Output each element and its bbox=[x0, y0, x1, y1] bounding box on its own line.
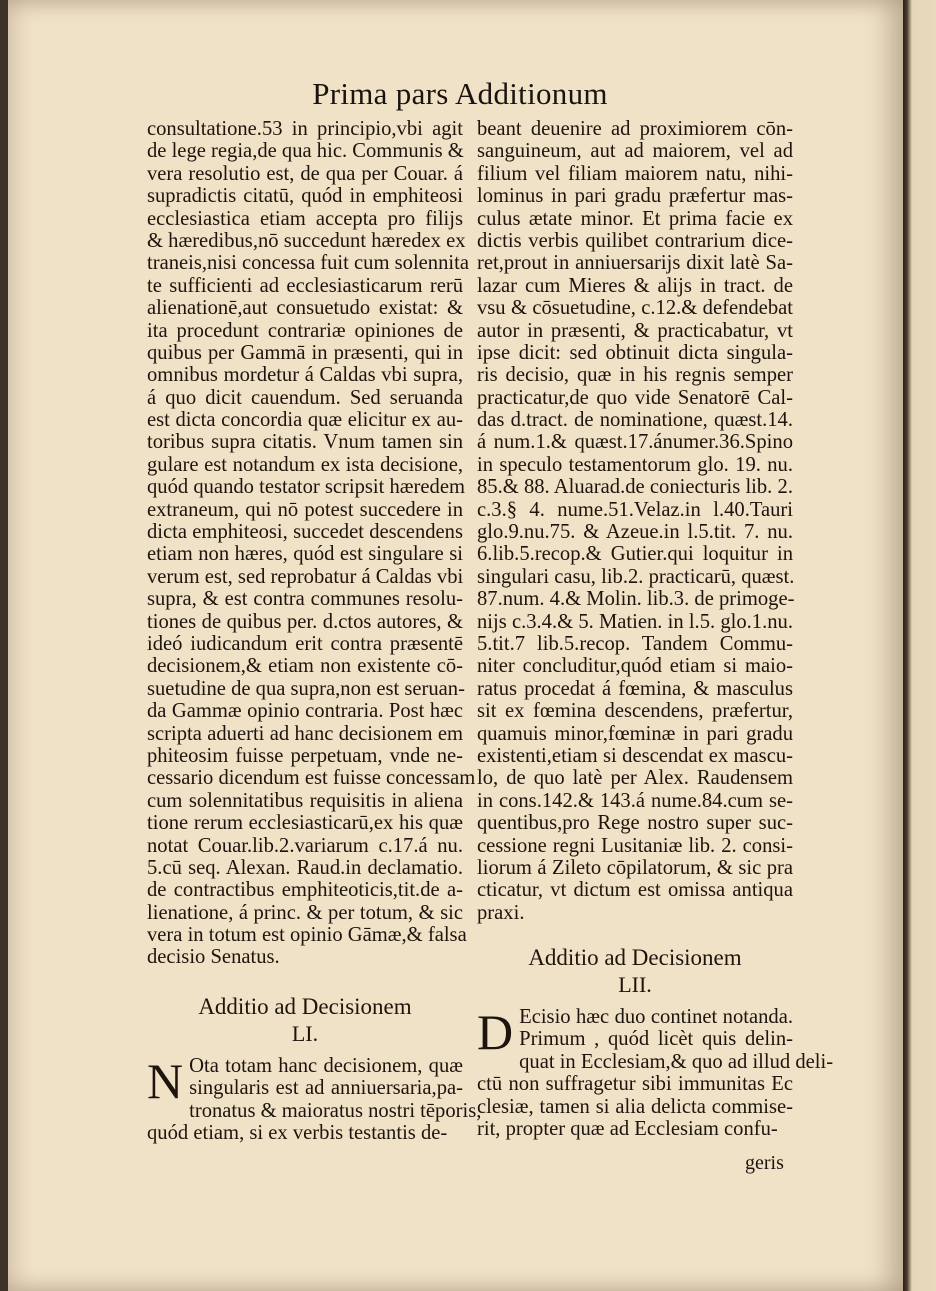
text-line: beant deuenire ad proximiorem cōn- bbox=[477, 118, 793, 140]
text-line: dicta emphiteosi, succedet descendens bbox=[147, 521, 463, 544]
text-line: nijs c.3.4.& 5. Matien. in l.5. glo.1.nu. bbox=[477, 610, 793, 633]
text-line: toribus supra citatis. Vnum tamen sin bbox=[147, 431, 463, 454]
right-column-text bbox=[477, 118, 793, 924]
text-line: tione rerum ecclesiasticarū,ex his quæ bbox=[147, 812, 463, 835]
text-line: quód etiam, si ex verbis testantis de- bbox=[147, 1122, 448, 1145]
text-line: 5.tit.7 lib.5.recop. Tandem Commu- bbox=[477, 632, 793, 655]
text-line: ecclesiastica etiam accepta pro filijs bbox=[147, 207, 463, 230]
text-line: ctū non suffragetur sibi immunitas Ec bbox=[477, 1073, 793, 1096]
text-line: decisio Senatus. bbox=[147, 946, 280, 969]
text-line: decisionem,& etiam non existente cō- bbox=[147, 655, 463, 678]
catchword: geris bbox=[745, 1152, 784, 1174]
text-line: supra, & est contra communes resolu- bbox=[147, 588, 463, 611]
text-line: das d.tract. de nominatione, quæst.14. bbox=[477, 409, 793, 432]
text-line: 5.cū seq. Alexan. Raud.in declamatio. bbox=[147, 856, 463, 879]
text-line: da Gammæ opinio contraria. Post hæc bbox=[147, 700, 463, 723]
text-line: de contractibus emphiteoticis,tit.de a- bbox=[147, 879, 463, 902]
facing-page-edge bbox=[903, 0, 936, 1291]
text-line: in speculo testamentorum glo. 19. nu. bbox=[477, 453, 793, 476]
text-line: praxi. bbox=[477, 901, 525, 924]
running-header: Prima pars Additionum bbox=[312, 76, 608, 111]
left-section-body bbox=[147, 1052, 482, 1145]
text-line: dictis verbis quilibet contrarium dice- bbox=[477, 229, 793, 252]
text-line: culus ætate minor. Et prima facie ex bbox=[477, 207, 793, 230]
text-line: te sufficienti ad ecclesiasticarum rerū bbox=[147, 274, 463, 297]
text-line: ratus procedat á fœmina, & masculus bbox=[477, 677, 793, 700]
left-section-numeral: LI. bbox=[291, 1020, 319, 1046]
text-line: gulare est notandum ex ista decisione, bbox=[147, 453, 463, 476]
text-line: clesiæ, tamen si alia delicta commise- bbox=[477, 1095, 793, 1118]
text-line: traneis,nisi concessa fuit cum solennita bbox=[147, 252, 469, 275]
text-line: scripta aduerti ad hanc decisionem em bbox=[147, 722, 463, 745]
text-line: notat Couar.lib.2.variarum c.17.á nu. bbox=[147, 834, 463, 857]
text-line: á num.1.& quæst.17.ánumer.36.Spino bbox=[477, 431, 793, 454]
text-line: lazar cum Mieres & alijs in tract. de bbox=[477, 274, 793, 297]
text-line: cticatur, vt dictum est omissa antiqua bbox=[477, 879, 793, 902]
text-line: tiones de quibus per. d.ctos autores, & bbox=[147, 610, 463, 633]
text-line: niter concluditur,quód etiam si maio- bbox=[477, 655, 793, 678]
text-line: de lege regia,de qua hic. Communis & bbox=[147, 140, 464, 163]
text-line: consultatione.53 in principio,vbi agit bbox=[147, 118, 463, 140]
text-line: quibus per Gammā in præsenti, qui in bbox=[147, 341, 463, 364]
text-line: rit, propter quæ ad Ecclesiam confu- bbox=[477, 1118, 778, 1141]
text-line: lominus in pari gradu præfertur mas- bbox=[477, 185, 793, 208]
text-line: liorum á Zileto cōpilatorum, & sic pra bbox=[477, 856, 793, 879]
text-line: & hæredibus,nō succedunt hæredex ex bbox=[147, 229, 466, 252]
text-line: singularis est ad anniuersaria,pa- bbox=[189, 1077, 463, 1100]
text-line: filium vel filiam maiorem natu, nihi- bbox=[477, 162, 793, 185]
text-line: lo, de quo latè per Alex. Raudensem bbox=[477, 767, 793, 790]
text-line: phiteosim fuisse perpetuam, vnde ne- bbox=[147, 744, 463, 767]
left-column bbox=[147, 118, 482, 1145]
text-line: ideó iudicandum erit contra præsentē bbox=[147, 632, 463, 655]
text-line: in cons.142.& 143.á nume.84.cum se- bbox=[477, 789, 793, 812]
text-line: existenti,etiam si descendat ex mascu- bbox=[477, 744, 793, 767]
text-line: quamuis minor,fœminæ in pari gradu bbox=[477, 722, 793, 745]
left-column-text bbox=[147, 118, 476, 969]
right-section-numeral: LII. bbox=[618, 972, 652, 998]
text-line: singulari casu, lib.2. practicarū, quæst. bbox=[477, 565, 795, 588]
text-line: lienatione, á princ. & per totum, & sic bbox=[147, 901, 463, 924]
text-line: alienationē,aut consuetudo existat: & bbox=[147, 297, 463, 320]
text-line: cum solennitatibus requisitis in aliena bbox=[147, 789, 463, 812]
text-line: c.3.§ 4. nume.51.Velaz.in l.40.Tauri bbox=[477, 498, 793, 521]
text-line: 6.lib.5.recop.& Gutier.qui loquitur in bbox=[477, 543, 793, 566]
text-line: quód quando testator scripsit hæredem bbox=[147, 476, 465, 499]
text-line: 85.& 88. Aluarad.de coniecturis lib. 2. bbox=[477, 476, 793, 499]
text-line: Ota totam hanc decisionem, quæ bbox=[189, 1054, 463, 1077]
left-section-body-text bbox=[147, 1052, 482, 1145]
text-line: á quo dicit cauendum. Sed seruanda bbox=[147, 386, 463, 409]
text-line: Ecisio hæc duo continet notanda. bbox=[519, 1006, 793, 1029]
text-line: practicatur,de quo vide Senatorē Cal- bbox=[477, 386, 793, 409]
right-column bbox=[477, 118, 834, 1141]
text-line: sit ex fœmina descendens, præfertur, bbox=[477, 700, 793, 723]
text-line: vsu & cōsuetudine, c.12.& defendebat bbox=[477, 297, 793, 320]
text-line: 87.num. 4.& Molin. lib.3. de primoge- bbox=[477, 588, 795, 611]
right-section-heading: Additio ad Decisionem bbox=[528, 945, 742, 971]
text-line: vera in totum est opinio Gāmæ,& falsa bbox=[147, 924, 467, 947]
text-line: ris decisio, quæ in his regnis semper bbox=[477, 364, 793, 387]
text-line: quentibus,pro Rege nostro super suc- bbox=[477, 812, 793, 835]
text-line: autor in præsenti, & practicabatur, vt bbox=[477, 319, 793, 342]
text-line: ipse dicit: sed obtinuit dicta singula- bbox=[477, 341, 793, 364]
left-section-heading: Additio ad Decisionem bbox=[198, 993, 412, 1019]
text-line: cessario dicendum est fuisse concessam bbox=[147, 767, 476, 790]
text-line: sanguineum, aut ad maiorem, vel ad bbox=[477, 140, 793, 163]
text-line: omnibus mordetur á Caldas vbi supra, bbox=[147, 364, 463, 387]
drop-cap-d: D bbox=[477, 1004, 514, 1061]
right-section-body bbox=[477, 1004, 834, 1141]
text-line: tronatus & maioratus nostri tēporis, bbox=[189, 1099, 482, 1122]
text-line: cessione regni Lusitaniæ lib. 2. consi- bbox=[477, 834, 793, 857]
text-line: est dicta concordia quæ elicitur ex au- bbox=[147, 409, 463, 432]
text-line: vera resolutio est, de qua per Couar. á bbox=[147, 162, 463, 185]
text-line: supradictis citatū, quód in emphiteosi bbox=[147, 185, 463, 208]
text-line: verum est, sed reprobatur á Caldas vbi bbox=[147, 565, 464, 588]
text-line: extraneum, qui nō potest succedere in bbox=[147, 498, 463, 521]
text-line: ita procedunt contrariæ opiniones de bbox=[147, 319, 463, 342]
text-line: quat in Ecclesiam,& quo ad illud deli- bbox=[519, 1050, 834, 1073]
right-section-body-text bbox=[477, 1006, 834, 1141]
drop-cap-n: N bbox=[147, 1052, 184, 1109]
text-line: suetudine de qua supra,non est seruan- bbox=[147, 677, 465, 700]
text-line: glo.9.nu.75. & Azeue.in l.5.tit. 7. nu. bbox=[477, 521, 793, 544]
text-line: ret,prout in anniuersarijs dixit latè Sa- bbox=[477, 252, 793, 275]
text-line: Primum , quód licèt quis delin- bbox=[519, 1028, 793, 1051]
text-line: etiam non hæres, quód est singulare si bbox=[147, 543, 463, 566]
